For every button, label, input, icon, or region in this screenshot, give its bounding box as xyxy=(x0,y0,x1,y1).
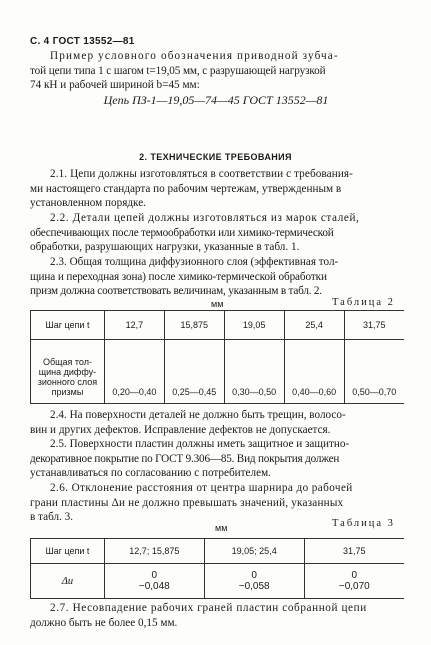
p25-line-2: декоративное покрытие по ГОСТ 9.306—85. Вид покрытия должен xyxy=(30,452,340,465)
table2-pitch: 31,75 xyxy=(344,311,404,340)
table2-row-label-line: щина диффу- xyxy=(38,367,97,377)
table3-unit: мм xyxy=(215,523,228,533)
table2-pitch: 15,875 xyxy=(164,311,224,340)
table3-pitch: 31,75 xyxy=(304,539,404,564)
table-2 xyxy=(30,310,404,404)
p27-line-1: 2.7. Несовпадение рабочих граней пластин собранной цепи xyxy=(50,602,367,614)
table3-upper: 0 xyxy=(351,570,358,581)
table3-upper: 0 xyxy=(251,570,257,581)
p21-line-3: установленном порядке. xyxy=(30,197,146,210)
table2-row-label xyxy=(31,340,105,404)
p21-line-2: ми настоящего стандарта по рабочим чертежам, утвержденным в xyxy=(30,182,342,195)
paragraph-2-4 xyxy=(30,408,402,437)
table3-row-label: Δи xyxy=(31,564,105,599)
p22-line-3: обработки, разрушающих нагрузки, указанные в табл. 1. xyxy=(30,241,300,254)
table3-caption: Таблица 3 xyxy=(332,518,395,529)
table2-caption: Таблица 2 xyxy=(332,297,395,308)
table3-pitch: 19,05; 25,4 xyxy=(204,539,304,564)
table3-pitch: 12,7; 15,875 xyxy=(104,539,204,564)
table2-unit: мм xyxy=(211,299,224,309)
p22-line-2: обеспечивающих после термообработки или химико-термической xyxy=(30,226,334,239)
example-line-2: той цепи типа 1 с шагом t=19,05 мм, с разрушающей нагрузкой xyxy=(30,64,326,77)
page-header: С. 4 ГОСТ 13552—81 xyxy=(30,36,135,47)
table2-row-label-line: зионного слоя xyxy=(37,377,98,387)
table3-value-row xyxy=(31,564,405,599)
p22-line-1: 2.2. Детали цепей должны изготовляться из марок сталей, xyxy=(50,212,360,224)
p21-line-1: 2.1. Цепи должны изготовляться в соответствии с требования- xyxy=(50,168,353,180)
table2-header-row xyxy=(31,311,405,340)
table3-upper: 0 xyxy=(151,570,158,581)
paragraph-2-1 xyxy=(30,167,402,211)
p23-line-2: щина и переходная зона) после химико-термической обработки xyxy=(30,270,327,283)
p26-line-3: в табл. 3. xyxy=(30,511,74,524)
example-line-3: 74 кН и рабочей шириной b=45 мм: xyxy=(30,79,200,92)
example-block xyxy=(30,49,402,107)
paragraph-2-2 xyxy=(30,211,402,255)
table2-value: 0,20—0,40 xyxy=(104,340,164,404)
table2-value: 0,30—0,50 xyxy=(224,340,284,404)
p27-line-2: должно быть не более 0,15 мм. xyxy=(30,616,178,629)
p26-line-2: грани пластины Δи не должно превышать значений, указанных xyxy=(30,496,344,509)
table2-pitch: 12,7 xyxy=(104,311,164,340)
paragraph-2-3 xyxy=(30,255,402,299)
table2-header-label: Шаг цепи t xyxy=(31,311,105,340)
table3-value xyxy=(104,564,204,599)
p25-line-3: устанавливаться по согласованию с потребителем. xyxy=(30,467,271,480)
paragraph-2-5 xyxy=(30,437,402,481)
p25-line-1: 2.5. Поверхности пластин должны иметь защитное и защитно- xyxy=(50,438,350,450)
table2-value: 0,40—0,60 xyxy=(284,340,344,404)
table2-pitch: 19,05 xyxy=(224,311,284,340)
p24-line-1: 2.4. На поверхности деталей не должно быть трещин, волосо- xyxy=(50,409,346,421)
table-3 xyxy=(30,538,404,599)
table2-value: 0,25—0,45 xyxy=(164,340,224,404)
p23-line-1: 2.3. Общая толщина диффузионного слоя (эффективная тол- xyxy=(50,256,339,268)
table3-header-row xyxy=(31,539,405,564)
table3-lower: −0,070 xyxy=(338,581,370,592)
p26-line-1: 2.6. Отклонение расстояния от центра шарнира до рабочей xyxy=(50,482,353,494)
table3-value xyxy=(204,564,304,599)
table3-header-label: Шаг цепи t xyxy=(31,539,105,564)
p24-line-2: вин и других дефектов. Исправление дефектов не допускается. xyxy=(30,423,331,436)
table2-row-label-line: призмы xyxy=(51,387,84,397)
example-designation: Цепь ПЗ-1—19,05—74—45 ГОСТ 13552—81 xyxy=(103,92,329,107)
table2-row-label-line: Общая тол- xyxy=(42,357,92,367)
table3-value xyxy=(304,564,404,599)
table3-lower: −0,058 xyxy=(238,581,270,592)
p23-line-3: призм должна соответствовать величинам, указанным в табл. 2. xyxy=(30,285,322,298)
section-title: 2. ТЕХНИЧЕСКИЕ ТРЕБОВАНИЯ xyxy=(139,152,292,162)
table2-value: 0,50—0,70 xyxy=(344,340,404,404)
table2-pitch: 25,4 xyxy=(284,311,344,340)
table3-lower: −0,048 xyxy=(138,581,170,592)
table2-value-row xyxy=(31,340,405,404)
paragraph-2-7 xyxy=(30,601,402,630)
example-line-1: Пример условного обозначения приводной зубча- xyxy=(50,50,339,62)
